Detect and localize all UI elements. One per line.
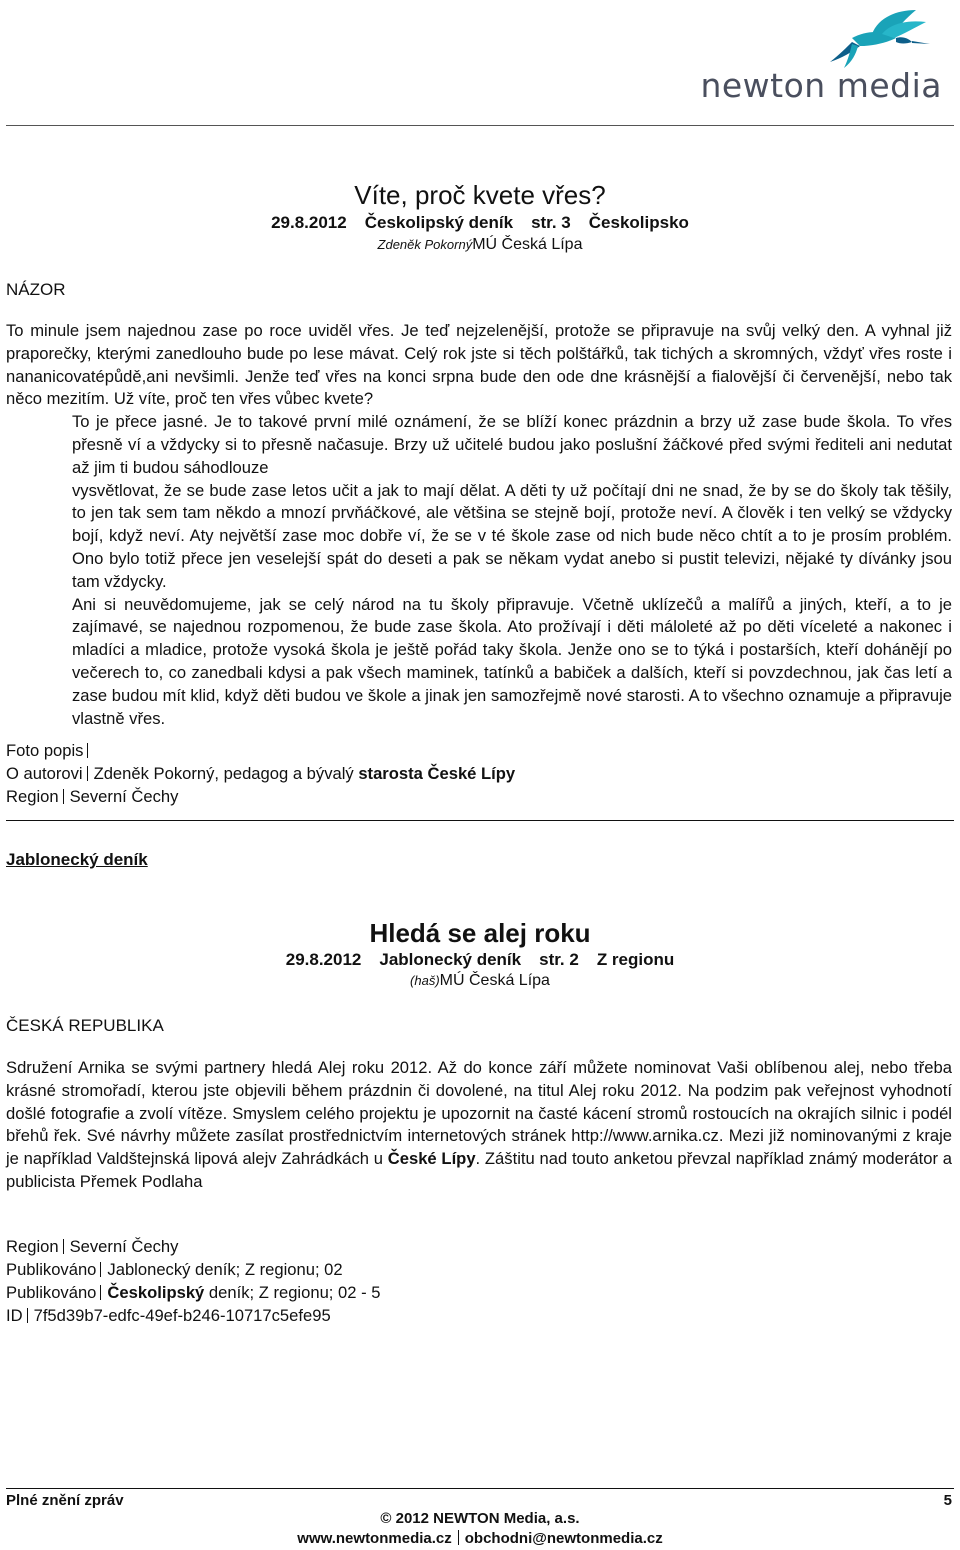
about-author-row (6, 763, 515, 786)
published-label: Publikováno (6, 1260, 97, 1279)
id-value: 7f5d39b7-edfc-49ef-b246-10717c5efe95 (33, 1306, 331, 1325)
footer-contacts (0, 1529, 960, 1549)
published-value: deník; Z regionu; 02 - 5 (204, 1283, 381, 1302)
article2-date: 29.8.2012 (285, 950, 362, 969)
article2-region-row (6, 1236, 178, 1259)
article-author-line (0, 236, 960, 254)
article2-meta (0, 950, 960, 970)
published-label: Publikováno (6, 1283, 97, 1302)
published-row-1 (6, 1259, 343, 1282)
article2-text-c: . Záštitu nad touto anketou převzal například známý moderátor a publicista Přemek Podlaha (6, 1149, 952, 1191)
article2-section: Z regionu (596, 950, 675, 969)
article2-mu: MÚ Česká Lípa (439, 972, 550, 989)
foto-label: Foto popis (6, 741, 84, 760)
article2-region-value: Severní Čechy (69, 1237, 179, 1256)
page-number: 5 (943, 1492, 952, 1509)
footer-web-link[interactable]: www.newtonmedia.cz (297, 1530, 452, 1547)
article2-title: Hledá se alej roku (369, 918, 591, 948)
body-paragraph: vysvětlovat, že se bude zase letos učit a jak to mají dělat. A děti ty už počítají dni ne snad, že by se do školy tak těšily, to jen tak sem tam někdo a mnozí prvňáčkové, ale většina se stejně bojí, protože neví. A člověk i ten velký se vždycky bojí, když neví. Aty největší zase moc dobře ví, že se v té škole zase od nich bude něco chtít a to je prosím problém. Ono bylo totiž přece jen veselejší spát do deseti a pak se někam vydat anebo si pustit televizi, nějaké ty dívánky jsou tam vždycky. (72, 480, 952, 591)
logo-text: newton media (700, 66, 942, 105)
article2-category: ČESKÁ REPUBLIKA (6, 1016, 164, 1035)
article-section: Českolipsko (588, 213, 689, 232)
id-row (6, 1305, 331, 1328)
section-divider (6, 820, 954, 821)
footer-label: Plné znění zpráv (6, 1492, 124, 1509)
region-label: Region (6, 787, 59, 806)
article-title: Víte, proč kvete vřes? (354, 180, 606, 210)
article2-text-bold: České Lípy (387, 1149, 476, 1169)
body-paragraph: To minule jsem najednou zase po roce uviděl vřes. Je teď nejzelenější, protože se připravuje na svůj velký den. A vyhnal již praporečky, kterými zanedlouho bude po lese mávat. Celý rok jste si těch polštářků, tak tichých a skromných, vždyť vřes roste i nananicovatépůdě,ani nevšimli. Jenže teď vřes na konci srpna bude den ode dne krásnější a fialovější či červenější, nebo tak něco mezitím. Už víte, proč ten vřes vůbec kvete? (6, 321, 952, 409)
article2-paragraph (6, 1057, 952, 1194)
region-row (6, 786, 178, 809)
about-author-label: O autorovi (6, 764, 83, 783)
published-row-2 (6, 1282, 380, 1305)
id-label: ID (6, 1306, 23, 1325)
section-paper-heading: Jablonecký deník (6, 850, 148, 869)
article2-region-label: Region (6, 1237, 59, 1256)
region-value: Severní Čechy (69, 787, 179, 806)
newton-media-logo (700, 8, 942, 105)
header-divider (6, 125, 954, 126)
article2-paper: Jablonecký deník (379, 950, 522, 969)
article-page: str. 3 (531, 213, 571, 232)
published-value: Jablonecký deník; Z regionu; 02 (107, 1260, 343, 1279)
body-paragraph: Ani si neuvědomujeme, jak se celý národ na tu školy připravuje. Včetně uklízečů a malířů a jiných, kteří, a to je zajímavé, se najednou rozpomenou, že bude zase škola. Ato prožívají i děti máloleté až po děti víceleté a nakonec i mladíci a mladice, protože vysoká škola je ještě pořád taky škola. Jenže ono se to týká i postarších, kteří dohánějí po večerech to, co zanedbali kdysi a pak všech maminek, tatínků a babiček a dalších, kteří si povzdechnou, jak čas letí a zase budou mít klid, když děti budou ve škole a jinak jen samozřejmě nové starosti. A to všechno oznamuje a připravuje vlastně vřes. (72, 594, 952, 728)
article-meta (0, 213, 960, 233)
article-body (6, 320, 952, 730)
article2-text-a: Sdružení Arnika se svými partnery hledá Alej roku 2012. Až do konce září můžete nominovat Vaši oblíbenou alej, nebo třeba krásné stromořadí, kterou jste objevili během prázdnin či dovolené, na titul Alej roku 2012. Na podzim pak veřejnost vyhodnotí došlé fotografie a zvolí vítěze. Smyslem celého projektu je upozornit na časté kácení stromů rostoucích na okrajích silnic i podél břehů řek. Své návrhy můžete zasílat prostřednictvím internetových stránek http://www.arnika.cz. Mezi již nominovanými z kraje je například Valdštejnská lipová alejv Zahrádkách u (6, 1058, 952, 1169)
article2-author-line (0, 972, 960, 990)
foto-caption-row (6, 740, 94, 763)
footer-divider (6, 1488, 954, 1489)
footer-copyright: © 2012 NEWTON Media, a.s. (380, 1510, 580, 1527)
article-paper: Českolipský deník (364, 213, 514, 232)
article2-author: (haš) (410, 973, 440, 988)
about-author-text: Zdeněk Pokorný, pedagog a bývalý (93, 764, 354, 783)
published-bold: Českolipský (107, 1283, 205, 1302)
footer-email-link[interactable]: obchodni@newtonmedia.cz (464, 1530, 663, 1547)
article-category: NÁZOR (6, 280, 66, 299)
body-paragraph: To je přece jasné. Je to takové první milé oznámení, že se blíží konec prázdnin a brzy už zase bude škola. To vřes přesně ví a vždycky si to přesně načasuje. Brzy už učitelé budou jako poslušní žáčkové před svými řediteli ani nedutat až jim ti budou sáhodlouze (72, 412, 952, 477)
about-author-bold: starosta České Lípy (358, 764, 516, 783)
article-date: 29.8.2012 (271, 213, 347, 232)
article-author: Zdeněk Pokorný (377, 237, 473, 252)
article-mu: MÚ Česká Lípa (472, 236, 583, 253)
article2-body (6, 1057, 952, 1194)
article2-page: str. 2 (539, 950, 579, 969)
hummingbird-logo-icon (812, 8, 932, 70)
